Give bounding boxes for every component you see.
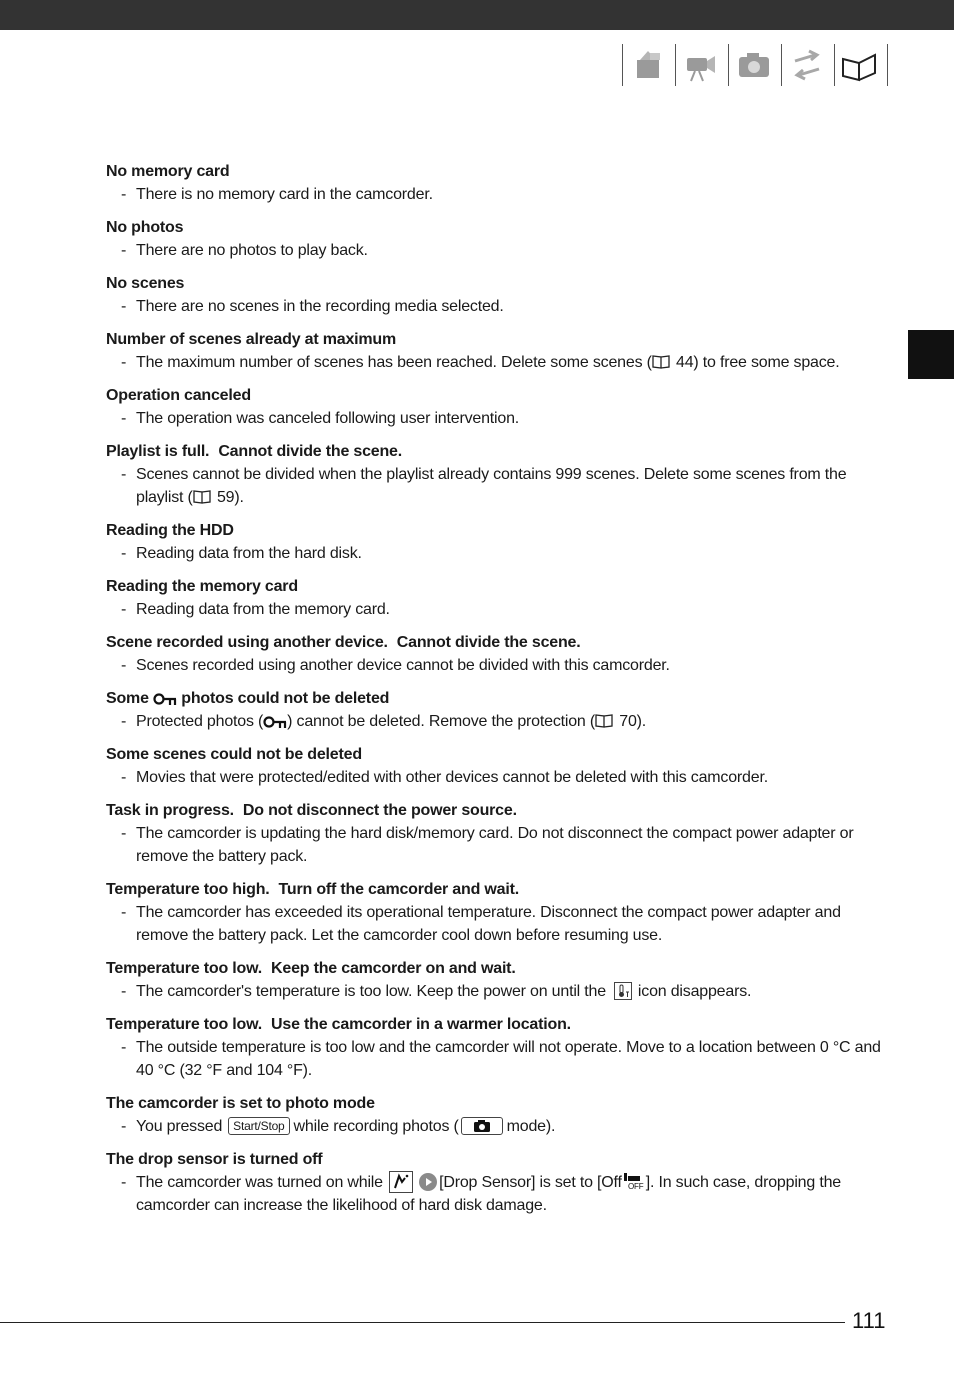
entry-description: - Scenes cannot be divided when the playlist already contains 999 scenes. Delete some scenes from the playlist ( 59). [121, 466, 847, 506]
entry-description: - Reading data from the memory card. [121, 601, 390, 618]
entry-description: - The outside temperature is too low and the camcorder will not operate. Move to a location between 0 °C and 40 °C (32 °F and 104 °F). [121, 1039, 881, 1079]
entry-description: - Movies that were protected/edited with other devices cannot be deleted with this camcorder. [121, 769, 768, 786]
protect-key-icon [153, 692, 177, 706]
entry-description: - There are no photos to play back. [121, 242, 368, 259]
protect-key-icon [263, 715, 287, 729]
page-reference[interactable]: 70 [619, 713, 637, 730]
camera-mode-icon [461, 1117, 503, 1135]
list-item [106, 1092, 896, 1138]
entry-title: Playlist is full. Cannot divide the scene. [106, 443, 402, 460]
nav-divider [728, 44, 729, 86]
mode-dial-icon [389, 1171, 413, 1193]
page-number: 111 [852, 1308, 886, 1333]
chapter-nav [622, 44, 888, 86]
message-list [106, 160, 896, 1227]
nav-divider [887, 44, 888, 86]
nav-divider [622, 44, 623, 86]
entry-description: - The camcorder is updating the hard disk/memory card. Do not disconnect the compact power adapter or remove the battery pack. [121, 825, 854, 865]
entry-title: Temperature too low. Keep the camcorder on and wait. [106, 960, 516, 977]
entry-description: - The camcorder was turned on while [Drop Sensor] is set to [Off OFF ]. In such case, dropping the camcorder can increase the likelihood of hard disk damage. [106, 1171, 896, 1217]
book-reference-icon [652, 354, 672, 369]
svg-text:OFF: OFF [627, 1182, 644, 1190]
list-item [106, 384, 896, 430]
list-item [106, 687, 896, 733]
entry-description: - The operation was canceled following user intervention. [121, 410, 520, 427]
list-item [106, 160, 896, 206]
entry-title: No scenes [106, 275, 185, 292]
page-reference[interactable]: 59 [216, 489, 235, 506]
list-item [106, 216, 896, 262]
entry-description: - There is no memory card in the camcorder. [121, 186, 433, 203]
entry-title: Task in progress. Do not disconnect the power source. [106, 802, 517, 819]
entry-description: - The maximum number of scenes has been reached. Delete some scenes ( 44) to free some space. [121, 354, 840, 371]
top-bar [0, 0, 954, 30]
play-mode-icon [419, 1173, 437, 1191]
entry-description: - Protected photos ( ) cannot be deleted. Remove the protection ( 70). [121, 713, 647, 730]
nav-divider [781, 44, 782, 86]
nav-divider [834, 44, 835, 86]
entry-description: - There are no scenes in the recording media selected. [121, 298, 504, 315]
entry-description: - The camcorder has exceeded its operational temperature. Disconnect the compact power adapter and remove the battery pack. Let the camcorder cool down before resuming use. [121, 904, 841, 944]
list-item [106, 272, 896, 318]
book-reference-icon [595, 713, 615, 728]
list-item [106, 440, 896, 509]
list-item [106, 631, 896, 677]
entry-title: No photos [106, 219, 184, 236]
entry-title: Temperature too high. Turn off the camcorder and wait. [106, 881, 519, 898]
list-item [106, 1013, 896, 1082]
entry-title: Scene recorded using another device. Cannot divide the scene. [106, 634, 581, 651]
photo-icon[interactable] [734, 47, 774, 83]
book-reference-icon [193, 489, 213, 504]
list-item [106, 878, 896, 947]
entry-title: Number of scenes already at maximum [106, 331, 397, 348]
entry-title: No memory card [106, 163, 230, 180]
entry-description: - The camcorder's temperature is too low. Keep the power on until the icon disappears. [121, 983, 752, 1000]
entry-title: Reading the HDD [106, 522, 234, 539]
drop-sensor-off-icon [622, 1172, 646, 1190]
list-item [106, 799, 896, 868]
nav-divider [675, 44, 676, 86]
list-item [106, 575, 896, 621]
external-connections-icon[interactable] [787, 47, 827, 83]
entry-title: Temperature too low. Use the camcorder in a warmer location. [106, 1016, 571, 1033]
entry-description: - Scenes recorded using another device cannot be divided with this camcorder. [121, 657, 670, 674]
footer-rule [0, 1322, 845, 1323]
introduction-icon[interactable] [628, 47, 668, 83]
page-reference[interactable]: 44 [676, 354, 694, 371]
list-item [106, 328, 896, 374]
entry-title: The camcorder is set to photo mode [106, 1095, 375, 1112]
list-item [106, 957, 896, 1003]
entry-title: Some scenes could not be deleted [106, 746, 362, 763]
additional-information-icon[interactable] [840, 47, 880, 83]
list-item [106, 519, 896, 565]
list-item [106, 1148, 896, 1217]
video-icon[interactable] [681, 47, 721, 83]
section-tab-marker [908, 330, 954, 379]
entry-description: - You pressed Start/Stop while recording photos ( mode). [121, 1118, 556, 1135]
entry-description: - Reading data from the hard disk. [121, 545, 362, 562]
entry-title: The drop sensor is turned off [106, 1151, 323, 1168]
start-stop-button-label: Start/Stop [228, 1117, 289, 1135]
low-temperature-icon [614, 982, 632, 1000]
entry-title: Operation canceled [106, 387, 251, 404]
entry-title: Some photos could not be deleted [106, 690, 390, 707]
entry-title: Reading the memory card [106, 578, 298, 595]
list-item [106, 743, 896, 789]
